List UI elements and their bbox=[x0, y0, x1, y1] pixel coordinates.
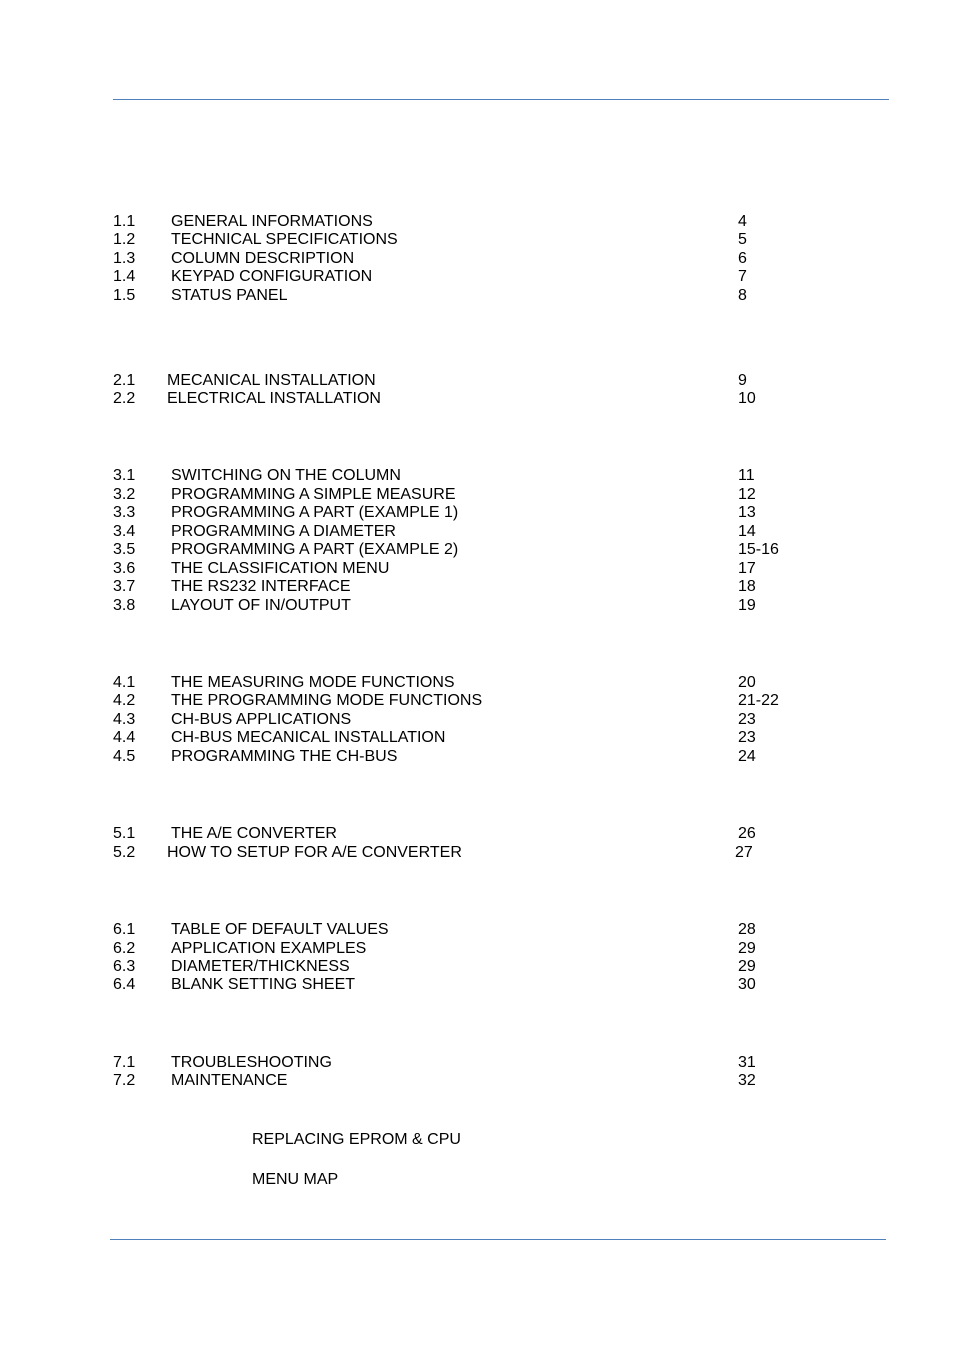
toc-number: 6.4 bbox=[113, 976, 136, 993]
toc-title: CH-BUS MECANICAL INSTALLATION bbox=[171, 729, 446, 746]
toc-page: 31 bbox=[738, 1054, 756, 1071]
toc-title: THE MEASURING MODE FUNCTIONS bbox=[171, 674, 455, 691]
toc-page: 8 bbox=[738, 287, 747, 304]
toc-entry-3-8 bbox=[0, 596, 954, 615]
toc-title: APPLICATION EXAMPLES bbox=[171, 940, 367, 957]
toc-entry-6-2 bbox=[0, 939, 954, 958]
toc-entry-3-7 bbox=[0, 577, 954, 596]
toc-number: 2.2 bbox=[113, 390, 136, 407]
toc-number: 3.6 bbox=[113, 560, 136, 577]
toc-number: 6.1 bbox=[113, 921, 136, 938]
toc-entry-4-5 bbox=[0, 747, 954, 766]
toc-page: 12 bbox=[738, 486, 756, 503]
toc-number: 7.2 bbox=[113, 1072, 136, 1089]
toc-page: 23 bbox=[738, 729, 756, 746]
toc-number: 5.2 bbox=[113, 844, 136, 861]
toc-page: 29 bbox=[738, 940, 756, 957]
toc-entry-3-1 bbox=[0, 466, 954, 485]
toc-page: 18 bbox=[738, 578, 756, 595]
toc-entry-5-2 bbox=[0, 843, 954, 862]
toc-title: PROGRAMMING A SIMPLE MEASURE bbox=[171, 486, 456, 503]
toc-number: 4.3 bbox=[113, 711, 136, 728]
toc-number: 6.2 bbox=[113, 940, 136, 957]
toc-number: 3.4 bbox=[113, 523, 136, 540]
toc-entry-1-4 bbox=[0, 267, 954, 286]
toc-entry-3-2 bbox=[0, 485, 954, 504]
toc-entry-6-1 bbox=[0, 920, 954, 939]
toc-page: 27 bbox=[735, 844, 753, 861]
toc-title: HOW TO SETUP FOR A/E CONVERTER bbox=[167, 844, 462, 861]
toc-page: 24 bbox=[738, 748, 756, 765]
toc-entry-3-3 bbox=[0, 503, 954, 522]
toc-page: 10 bbox=[738, 390, 756, 407]
toc-title: ELECTRICAL INSTALLATION bbox=[167, 390, 381, 407]
toc-title: SWITCHING ON THE COLUMN bbox=[171, 467, 401, 484]
toc-title: MECANICAL INSTALLATION bbox=[167, 372, 376, 389]
toc-number: 1.5 bbox=[113, 287, 136, 304]
toc-entry-5-1 bbox=[0, 824, 954, 843]
toc-entry-3-4 bbox=[0, 522, 954, 541]
toc-page: 11 bbox=[738, 467, 755, 484]
toc-title: LAYOUT OF IN/OUTPUT bbox=[171, 597, 351, 614]
toc-entry-7-1 bbox=[0, 1053, 954, 1072]
toc-entry-6-3 bbox=[0, 957, 954, 976]
appendix-menu-map: MENU MAP bbox=[252, 1171, 339, 1188]
appendix-replacing-eprom-cpu: REPLACING EPROM & CPU bbox=[252, 1131, 461, 1148]
toc-title: PROGRAMMING A PART (EXAMPLE 1) bbox=[171, 504, 459, 521]
toc-entry-6-4 bbox=[0, 975, 954, 994]
toc-number: 5.1 bbox=[113, 825, 136, 842]
toc-number: 1.4 bbox=[113, 268, 136, 285]
toc-page: 9 bbox=[738, 372, 747, 389]
toc-number: 1.3 bbox=[113, 250, 136, 267]
toc-number: 4.5 bbox=[113, 748, 136, 765]
toc-title: STATUS PANEL bbox=[171, 287, 288, 304]
toc-page: 6 bbox=[738, 250, 747, 267]
toc-number: 6.3 bbox=[113, 958, 136, 975]
toc-number: 3.5 bbox=[113, 541, 136, 558]
toc-title: PROGRAMMING THE CH-BUS bbox=[171, 748, 398, 765]
toc-page: 13 bbox=[738, 504, 756, 521]
toc-title: MAINTENANCE bbox=[171, 1072, 288, 1089]
toc-title: PROGRAMMING A PART (EXAMPLE 2) bbox=[171, 541, 459, 558]
toc-title: BLANK SETTING SHEET bbox=[171, 976, 356, 993]
toc-number: 4.2 bbox=[113, 692, 136, 709]
toc-number: 3.3 bbox=[113, 504, 136, 521]
toc-entry-3-6 bbox=[0, 559, 954, 578]
toc-page: 20 bbox=[738, 674, 756, 691]
toc-entry-4-3 bbox=[0, 710, 954, 729]
toc-page: 32 bbox=[738, 1072, 756, 1089]
toc-number: 3.8 bbox=[113, 597, 136, 614]
toc-page: 23 bbox=[738, 711, 756, 728]
toc-entry-2-2 bbox=[0, 389, 954, 408]
toc-page: 30 bbox=[738, 976, 756, 993]
toc-page: 28 bbox=[738, 921, 756, 938]
toc-page: 26 bbox=[738, 825, 756, 842]
toc-title: THE CLASSIFICATION MENU bbox=[171, 560, 390, 577]
toc-title: TABLE OF DEFAULT VALUES bbox=[171, 921, 389, 938]
toc-page: 4 bbox=[738, 213, 747, 230]
toc-title: TECHNICAL SPECIFICATIONS bbox=[171, 231, 398, 248]
toc-title: TROUBLESHOOTING bbox=[171, 1054, 332, 1071]
toc-number: 4.1 bbox=[113, 674, 136, 691]
toc-entry-1-3 bbox=[0, 249, 954, 268]
toc-title: THE A/E CONVERTER bbox=[171, 825, 337, 842]
toc-title: KEYPAD CONFIGURATION bbox=[171, 268, 373, 285]
toc-number: 1.2 bbox=[113, 231, 136, 248]
toc-title: THE PROGRAMMING MODE FUNCTIONS bbox=[171, 692, 483, 709]
toc-number: 2.1 bbox=[113, 372, 136, 389]
toc-entry-1-2 bbox=[0, 230, 954, 249]
toc-title: THE RS232 INTERFACE bbox=[171, 578, 351, 595]
footer-rule bbox=[110, 1239, 886, 1240]
toc-number: 7.1 bbox=[113, 1054, 136, 1071]
toc-page: 29 bbox=[738, 958, 756, 975]
toc-title: PROGRAMMING A DIAMETER bbox=[171, 523, 396, 540]
toc-title: GENERAL INFORMATIONS bbox=[171, 213, 373, 230]
toc-page: 15-16 bbox=[738, 541, 779, 558]
toc-number: 1.1 bbox=[113, 213, 136, 230]
toc-entry-1-1 bbox=[0, 212, 954, 231]
toc-page: 7 bbox=[738, 268, 747, 285]
toc-page: 21-22 bbox=[738, 692, 779, 709]
toc-entry-4-1 bbox=[0, 673, 954, 692]
toc-page: 19 bbox=[738, 597, 756, 614]
toc-entry-4-2 bbox=[0, 691, 954, 710]
toc-number: 3.7 bbox=[113, 578, 136, 595]
toc-number: 3.2 bbox=[113, 486, 136, 503]
toc-title: CH-BUS APPLICATIONS bbox=[171, 711, 352, 728]
toc-number: 3.1 bbox=[113, 467, 136, 484]
toc-page: 5 bbox=[738, 231, 747, 248]
toc-entry-2-1 bbox=[0, 371, 954, 390]
toc-title: DIAMETER/THICKNESS bbox=[171, 958, 350, 975]
toc-number: 4.4 bbox=[113, 729, 136, 746]
toc-page: 17 bbox=[738, 560, 756, 577]
toc-entry-1-5 bbox=[0, 286, 954, 305]
toc-entry-7-2 bbox=[0, 1071, 954, 1090]
toc-entry-4-4 bbox=[0, 728, 954, 747]
toc-title: COLUMN DESCRIPTION bbox=[171, 250, 355, 267]
toc-page: 14 bbox=[738, 523, 756, 540]
toc-entry-3-5 bbox=[0, 540, 954, 559]
